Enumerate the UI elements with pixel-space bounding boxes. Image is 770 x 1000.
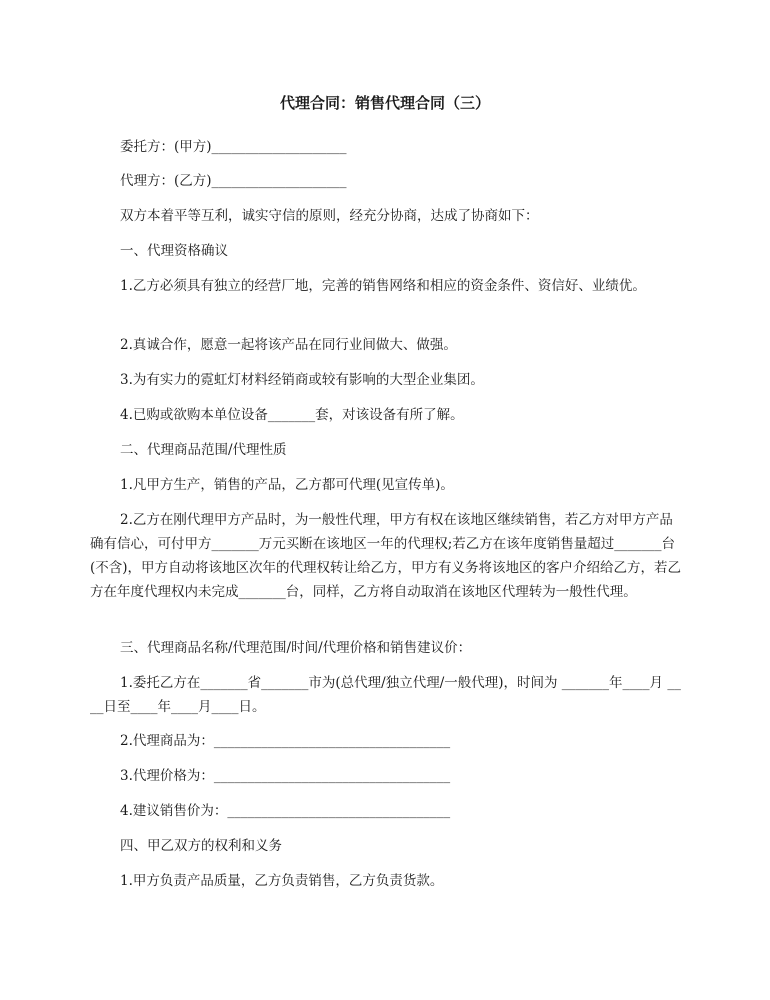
clause-1-3: 3.为有实力的霓虹灯材料经销商或较有影响的大型企业集团。 <box>120 372 484 388</box>
section-heading-1: 一、代理资格确议 <box>120 243 228 259</box>
clause-3-2: 2.代理商品为：___________________________________ <box>120 733 451 749</box>
agent-line: 代理方：(乙方)____________________ <box>120 173 347 189</box>
clause-3-1: 1.委托乙方在_______省_______市为(总代理/独立代理/一般代理)，时间为 _______年____月 ____日至____年____月____日。 <box>90 675 681 715</box>
clause-4-1: 1.甲方负责产品质量，乙方负责销售，乙方负责货款。 <box>120 873 444 889</box>
section-heading-4: 四、甲乙双方的权利和义务 <box>120 838 282 854</box>
clause-2-1: 1.凡甲方生产，销售的产品，乙方都可代理(见宣传单)。 <box>120 477 454 493</box>
clause-1-2: 2.真诚合作，愿意一起将该产品在同行业间做大、做强。 <box>120 337 457 353</box>
section-heading-3: 三、代理商品名称/代理范围/时间/代理价格和销售建议价： <box>120 640 472 656</box>
principal-line: 委托方：(甲方)____________________ <box>120 139 347 155</box>
clause-3-3: 3.代理价格为：___________________________________ <box>120 768 451 784</box>
clause-2-2: 2.乙方在刚代理甲方产品时，为一般性代理，甲方有权在该地区继续销售，若乙方对甲方产品确有信心，可付甲方_______万元买断在该地区一年的代理权;若乙方在该年度销售量超过_______台(不含)，甲方自动将该地区次年的代理权转让给乙方，甲方有义务将该地区的客户介绍给乙方，若乙方在年度代理权内未完成_______台，同样，乙方将自动取消在该地区代理转为一般性代理。 <box>90 512 682 600</box>
document-title: 代理合同：销售代理合同（三） <box>279 94 490 112</box>
clause-1-1: 1.乙方必须具有独立的经营厂地，完善的销售网络和相应的资金条件、资信好、业绩优。 <box>120 278 646 294</box>
clause-1-4: 4.已购或欲购本单位设备_______套，对该设备有所了解。 <box>120 407 464 423</box>
clause-3-4: 4.建议销售价为：_________________________________ <box>120 803 451 819</box>
section-heading-2: 二、代理商品范围/代理性质 <box>120 442 287 458</box>
preamble: 双方本着平等互利，诚实守信的原则，经充分协商，达成了协商如下： <box>120 208 539 224</box>
